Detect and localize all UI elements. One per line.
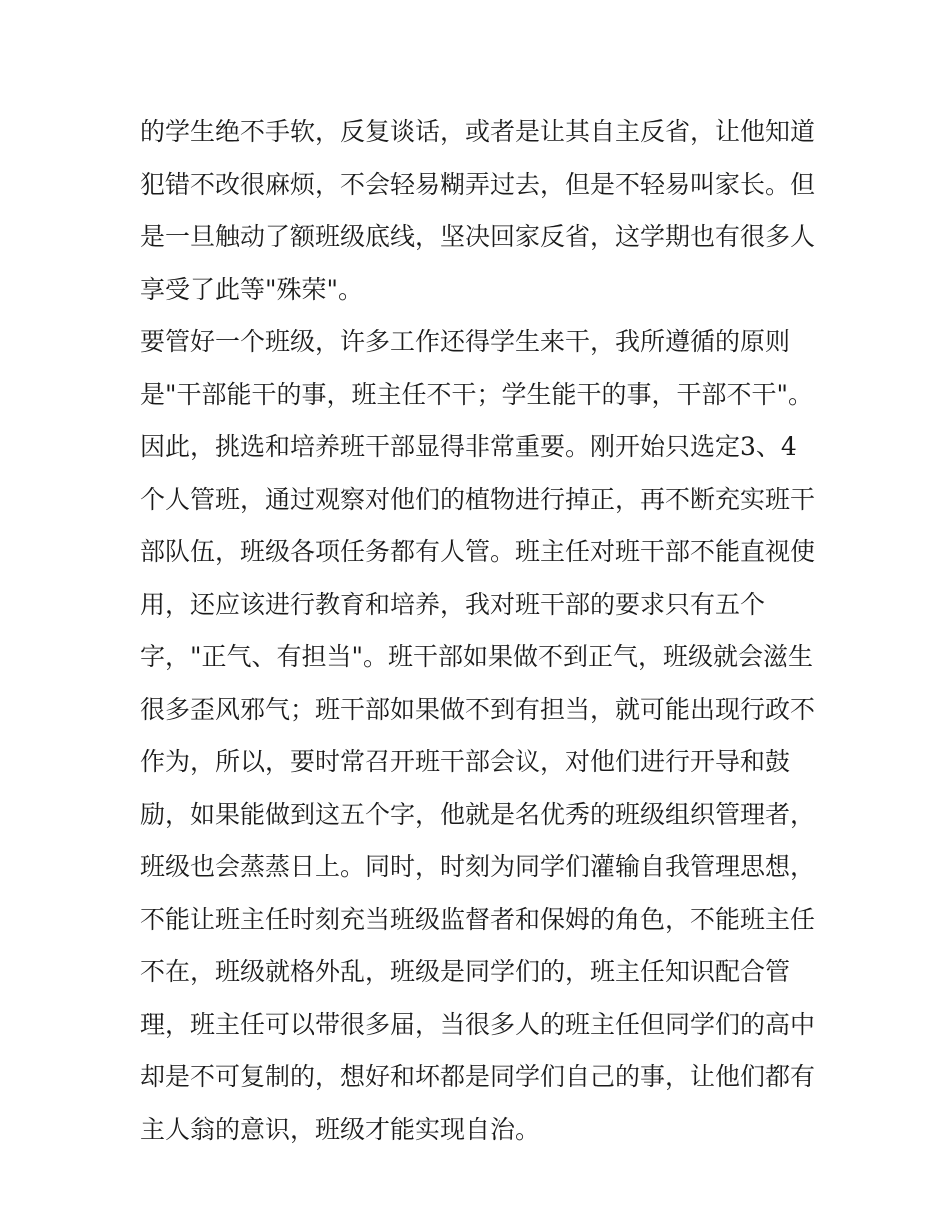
text-line: 励，如果能做到这五个字，他就是名优秀的班级组织管理者， <box>140 799 816 829</box>
text-line: 用，还应该进行教育和培养，我对班干部的要求只有五个 <box>140 589 766 619</box>
text-line: 是一旦触动了额班级底线，坚决回家反省，这学期也有很多人 <box>140 222 816 251</box>
text-line: 字，"正气、有担当"。班干部如果做不到正气，班级就会滋生 <box>140 642 814 671</box>
text-line: 要管好一个班级，许多工作还得学生来干，我所遵循的原则 <box>140 327 791 356</box>
text-line: 理，班主任可以带很多届，当很多人的班主任但同学们的高中 <box>140 1009 816 1039</box>
text-line: 的学生绝不手软，反复谈话，或者是让其自主反省，让他知道 <box>140 117 816 146</box>
text-line: 因此，挑选和培养班干部显得非常重要。刚开始只选定3、4 <box>140 432 797 461</box>
text-line: 不能让班主任时刻充当班级监督者和保姆的角色，不能班主任 <box>140 904 816 934</box>
text-line: 部队伍，班级各项任务都有人管。班主任对班干部不能直视使 <box>140 537 816 566</box>
paragraph-2 <box>140 316 820 1156</box>
text-line: 犯错不改很麻烦，不会轻易糊弄过去，但是不轻易叫家长。但 <box>140 169 816 199</box>
text-line: 主人翁的意识，班级才能实现自治。 <box>140 1114 541 1144</box>
text-line: 很多歪风邪气；班干部如果做不到有担当，就可能出现行政不 <box>140 694 816 724</box>
document-body <box>140 106 820 1156</box>
text-line: 作为，所以，要时常召开班干部会议，对他们进行开导和鼓 <box>140 747 791 776</box>
paragraph-1 <box>140 106 820 316</box>
text-line: 不在，班级就格外乱，班级是同学们的，班主任知识配合管 <box>140 957 791 986</box>
text-line: 是"干部能干的事，班主任不干；学生能干的事，干部不干"。 <box>140 379 814 409</box>
text-line: 享受了此等"殊荣"。 <box>140 274 363 304</box>
text-line: 却是不可复制的，想好和坏都是同学们自己的事，让他们都有 <box>140 1062 816 1091</box>
text-line: 班级也会蒸蒸日上。同时，时刻为同学们灌输自我管理思想， <box>140 852 816 881</box>
text-line: 个人管班，通过观察对他们的植物进行掉正，再不断充实班干 <box>140 484 816 514</box>
